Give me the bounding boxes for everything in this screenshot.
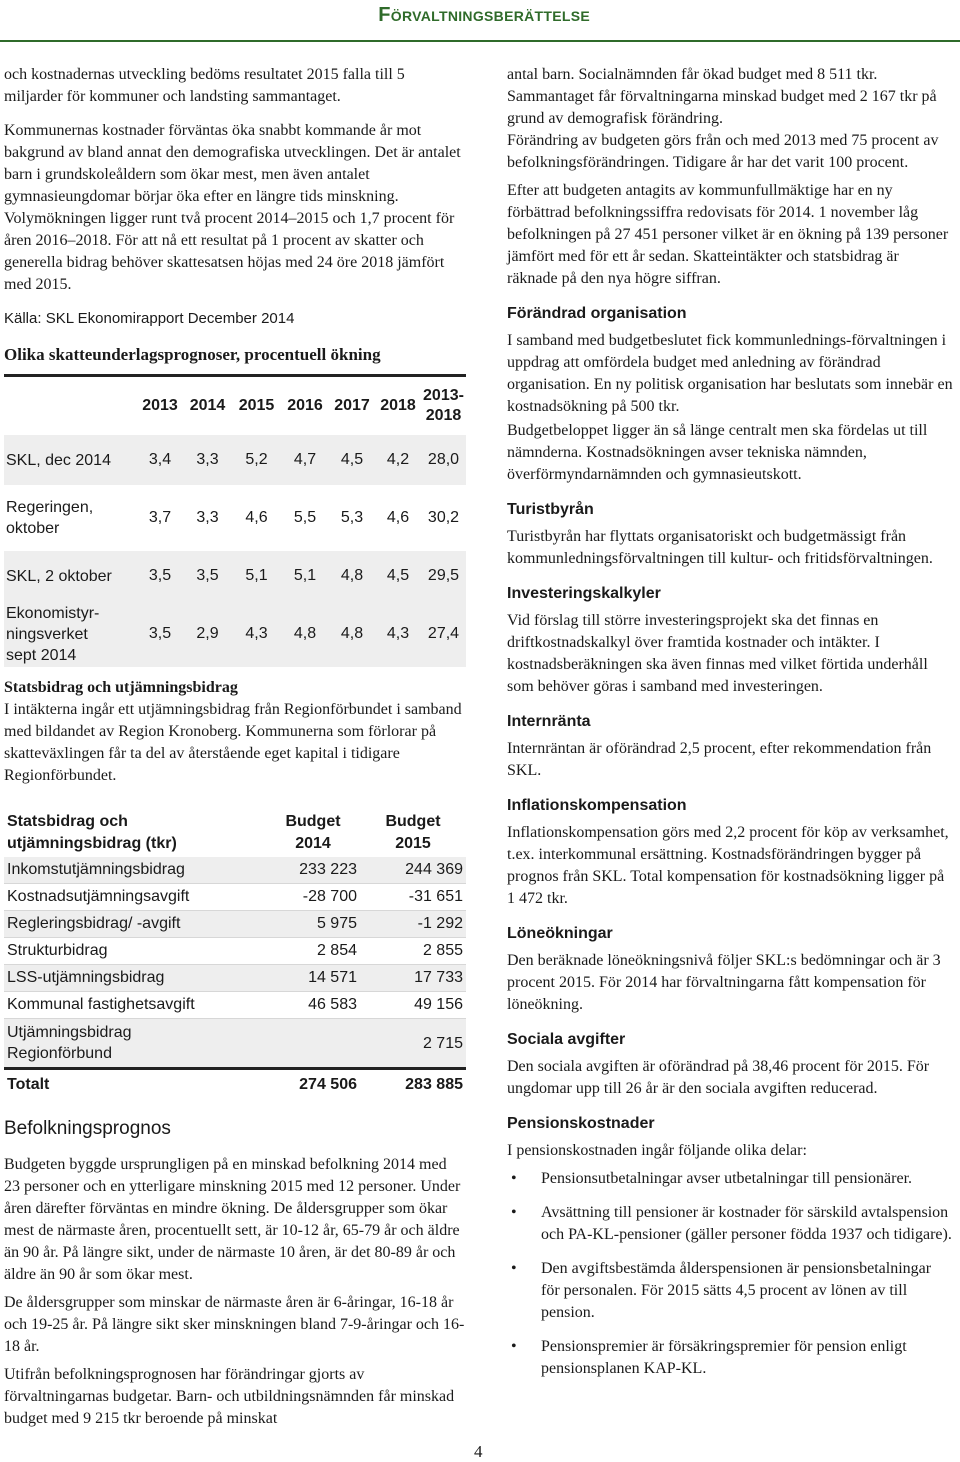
forecast-col-header: 2017 [334, 397, 370, 414]
total-row: Totalt 274 506 283 885 [4, 1069, 466, 1101]
paragraph: I samband med budgetbeslutet fick kommunlednings-förvaltningen i uppdrag att omfördela budget med anledning av förändrad organisation. En ny politisk organisation har beslutats som innebär en kostnadsökning på 500 tkr. [507, 332, 953, 415]
list-item: • Avsättning till pensioner är kostnader för särskild avtalspension och PA-KL-pensioner (gäller personer födda 1937 och tidigare). [511, 1204, 952, 1243]
row-label: Regeringen, oktober [6, 499, 94, 537]
paragraph: Budgetbeloppet ligger än så länge centralt men ska fördelas ut till nämnderna. Kostnadsökningen avser tekniska nämnden, överförmyndarnämnden och gymnasieutskott. [507, 422, 928, 483]
table-row: Utjämningsbidrag Regionförbund 2 715 [4, 1019, 466, 1069]
paragraph: Förändring av budgeten görs från och med 2013 med 75 procent av befolkningsförändringen. Tidigare år har det varit 100 procent. [507, 132, 939, 171]
paragraph: Budgeten byggde ursprungligen på en minskad befolkning 2014 med 23 personer och en ytterligare minskning 2015 med 12 personer. Under åren därefter förväntas en mindre ökning. De åldersgrupper som ökar mest de närmaste åren, procentuellt sett, är 10-12 år, 65-79 år och äldre än 90 år. På längre sikt, under de närmaste 10 åren, är det 80-89 år och äldre än 90 år som ökar mest. [4, 1156, 461, 1283]
forecast-col-header: 2014 [189, 397, 226, 414]
paragraph: Turistbyrån har flyttats organisatoriskt och budgetmässigt från kommunledningsförvaltningen till kultur- och fritidsförvaltningen. [507, 528, 933, 567]
list-item: • Pensionspremier är försäkringspremier för pension enligt pensionsplanen KAP-KL. [511, 1338, 907, 1377]
section-heading: Sociala avgifter [507, 1031, 626, 1048]
grants-table [4, 809, 466, 1100]
forecast-table [4, 377, 466, 667]
table-row: Kostnadsutjämningsavgift -28 700 -31 651 [4, 884, 466, 911]
section-heading: Inflationskompensation [507, 797, 687, 814]
forecast-table-title: Olika skatteunderlagsprognoser, procentuell ökning [4, 345, 381, 364]
paragraph: Den sociala avgiften är oförändrad på 38,46 procent för 2015. För ungdomar upp till 26 år är den sociala avgiften reducerad. [507, 1058, 930, 1097]
paragraph: Vid förslag till större investeringsprojekt ska det finnas en driftkostnadskalkyl över framtida kostnader och intäkter. I kostnadsberäkningen ska även finnas med vilket förtida underhåll som behöver göras i samband med investeringen. [507, 612, 928, 695]
paragraph: Inflationskompensation görs med 2,2 procent för köp av verksamhet, t.ex. interkommunal ersättning. Kostnadsförändringen bygger på prognos från SKL. Total kompensation för kostnadsökning ligger på 1 472 tkr. [507, 824, 949, 907]
paragraph: Utifrån befolkningsprognosen har förändringar gjorts av förvaltningarnas budgetar. Barn- och utbildningsnämnden får minskad budget med 9 215 tkr beroende på minskat [4, 1366, 455, 1427]
row-label: Ekonomistyr- ningsverket sept 2014 [4, 601, 137, 667]
bullet-icon: • [511, 1204, 517, 1221]
page-number: 4 [474, 1442, 483, 1461]
section-heading: Förändrad organisation [507, 305, 687, 322]
forecast-col-header: 2013- 2018 [423, 387, 464, 424]
pension-list [507, 1168, 953, 1380]
section-heading: Pensionskostnader [507, 1115, 655, 1132]
paragraph: Kommunernas kostnader förväntas öka snabbt kommande år mot bakgrund av bland annat den demografiska utvecklingen. Det är antalet barn i grundskoleåldern som ökar mest, men även antalet gymnasieungdomar börjar öka efter en längre tids minskning. Volymökningen ligger runt två procent 2014–2015 och 1,7 procent för åren 2016–2018. För att nå ett resultat på 1 procent av skatter och generella bidrag behöver skattesatsen höjas med 24 öre 2018 jämfört med 2015. [4, 122, 461, 293]
section-heading: Statsbidrag och utjämningsbidrag [4, 679, 238, 696]
table-row: Strukturbidrag 2 854 2 855 [4, 938, 466, 965]
paragraph: Efter att budgeten antagits av kommunfullmäktige har en ny förbättrad befolkningssiffra redovisats för 2014. 1 november låg befolkningen på 27 451 personer vilket är en ökning på 139 personer jämfört med för ett år sedan. Skatteintäkter och statsbidrag är räknade på den nya högre siffran. [507, 182, 949, 287]
table-row: Inkomstutjämningsbidrag 233 223 244 369 [4, 857, 466, 884]
bullet-icon: • [511, 1170, 517, 1187]
table-row: LSS-utjämningsbidrag 14 571 17 733 [4, 965, 466, 992]
paragraph: antal barn. Socialnämnden får ökad budget med 8 511 tkr. Sammantaget får förvaltningarna minskad budget med 2 167 tkr på grund av demografisk förändring. [507, 66, 937, 127]
header-rule [0, 40, 960, 42]
paragraph: Den beräknade löneökningsnivå följer SKL:s bedömningar och är 3 procent 2015. För 2014 har förvaltningarna fått kompensation för löneökning. [507, 952, 941, 1013]
bullet-icon: • [511, 1338, 517, 1355]
paragraph: De åldersgrupper som minskar de närmaste åren är 6-åringar, 16-18 år och 19-25 år. På längre sikt sker minskningen bland 7-9-åringar och 16-18 år. [4, 1294, 465, 1355]
table-row: Kommunal fastighetsavgift 46 583 49 156 [4, 992, 466, 1019]
section-heading: Internränta [507, 713, 591, 730]
table-row: Regleringsbidrag/ -avgift 5 975 -1 292 [4, 911, 466, 938]
right-column [507, 64, 953, 1392]
section-heading: Investeringskalkyler [507, 585, 661, 602]
forecast-col-header: 2018 [380, 397, 416, 414]
paragraph: Internräntan är oförändrad 2,5 procent, efter rekommendation från SKL. [507, 740, 932, 779]
left-column [4, 64, 466, 1436]
table-row: Ekonomistyr- ningsverket sept 2014 3,5 2,9 4,3 4,8 4,8 4,3 27,4 [4, 601, 466, 667]
paragraph: I pensionskostnaden ingår följande olika delar: [507, 1142, 807, 1159]
forecast-col-header: 2016 [287, 397, 323, 414]
section-heading: Befolkningsprognos [4, 1118, 171, 1139]
row-label: SKL, 2 oktober [4, 551, 137, 601]
table-row: SKL, 2 oktober 3,5 3,5 5,1 5,1 4,8 4,5 29,5 [4, 551, 466, 601]
page-header [0, 0, 960, 46]
source-note: Källa: SKL Ekonomirapport December 2014 [4, 310, 295, 327]
forecast-header-row [4, 377, 466, 435]
section-heading: Löneökningar [507, 925, 613, 942]
paragraph: I intäkterna ingår ett utjämningsbidrag från Regionförbundet i samband med bildandet av Region Kronoberg. Kommunerna som förlorar på skatteväxlingen får ta del av återstående eget kapital i tidigare Regionförbundet. [4, 701, 462, 784]
forecast-col-header: 2015 [238, 397, 275, 414]
grants-header-row: Statsbidrag och utjämningsbidrag (tkr) Budget 2014 Budget 2015 [7, 813, 441, 852]
forecast-col-header: 2013 [142, 397, 178, 414]
table-row: SKL, dec 2014 3,4 3,3 5,2 4,7 4,5 4,2 28,0 [4, 435, 466, 485]
list-item: • Den avgiftsbestämda ålderspensionen är pensionsbetalningar för personalen. För 2015 sätts 4,5 procent av lönen av till pension. [511, 1260, 932, 1321]
table-row: Regeringen, oktober 3,7 3,3 4,6 5,5 5,3 4,6 30,2 [4, 485, 466, 551]
bullet-icon: • [511, 1260, 517, 1277]
row-label: SKL, dec 2014 [4, 435, 137, 485]
paragraph: och kostnadernas utveckling bedöms resultatet 2015 falla till 5 miljarder för kommuner och landsting sammantaget. [4, 66, 405, 105]
header-title: Förvaltningsberättelse [378, 4, 590, 26]
section-heading: Turistbyrån [507, 501, 594, 518]
list-item: • Pensionsutbetalningar avser utbetalningar till pensionärer. [507, 1168, 953, 1190]
